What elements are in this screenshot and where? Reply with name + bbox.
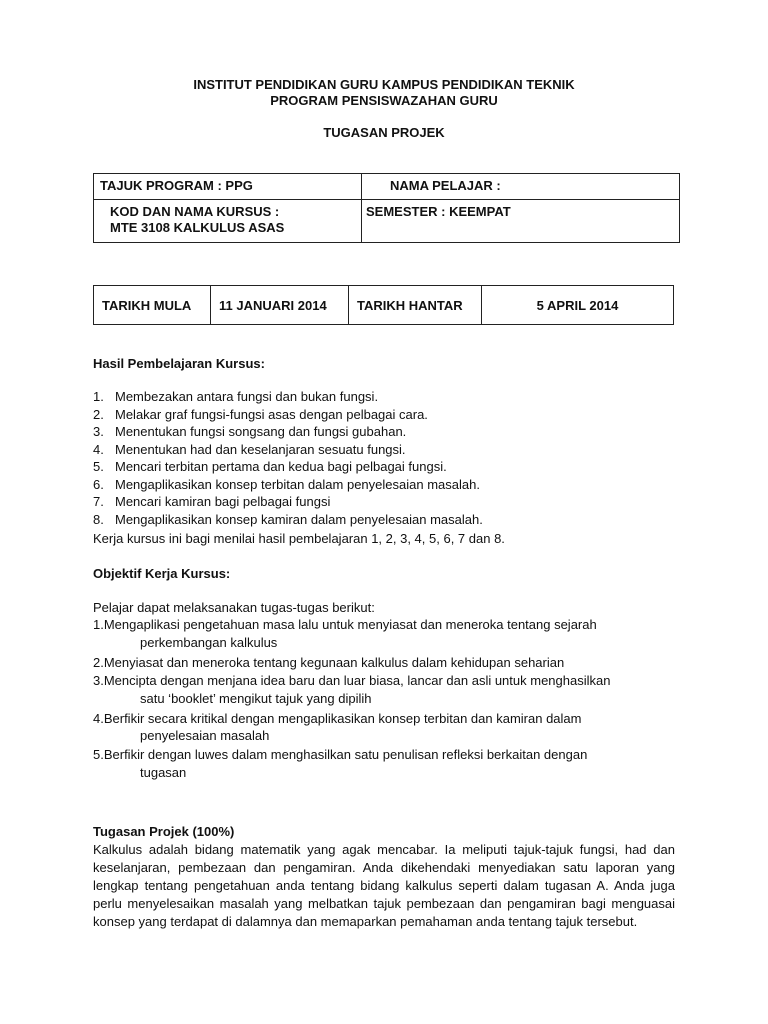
list-item: 2. Melakar graf fungsi-fungsi asas dengan pelbagai cara. xyxy=(93,406,428,422)
project-body: Kalkulus adalah bidang matematik yang agak mencabar. Ia meliputi tajuk-tajuk fungsi, had dan keselanjaran, pembezaan dan pengamiran. Anda dikehendaki menyediakan satu laporan yang lengkap tentang pengetahuan anda tentang bidang kalkulus seperti dalam tugasan A. Anda juga perlu menyelesaikan masalah yang melbatkan tajuk pembezaan dan pengamiran bagi menguasai konsep yang terdapat di dalamnya dan memaparkan pemahaman anda tentang tajuk tersebut. xyxy=(93,842,675,929)
outcomes-heading: Hasil Pembelajaran Kursus: xyxy=(93,356,265,371)
list-item: 3. Menentukan fungsi songsang dan fungsi gubahan. xyxy=(93,424,407,439)
objective-5-line: 5.Berfikir dengan luwes dalam menghasilkan satu penulisan refleksi berkaitan dengan xyxy=(93,747,588,762)
objective-3-line: 3.Mencipta dengan menjana idea baru dan luar biasa, lancar dan asli untuk menghasilkan xyxy=(93,673,611,688)
objective-1-cont: perkembangan kalkulus xyxy=(140,635,278,650)
student-name-cell: NAMA PELAJAR : xyxy=(362,174,680,200)
info-table xyxy=(93,173,680,243)
objective-1-line: 1.Mengaplikasi pengetahuan masa lalu untuk menyiasat dan meneroka tentang sejarah xyxy=(93,617,597,632)
date-table xyxy=(93,285,674,325)
start-date-value: 11 JANUARI 2014 xyxy=(211,286,349,325)
submit-date-label: TARIKH HANTAR xyxy=(349,286,482,325)
list-item: 6. Mengaplikasikan konsep terbitan dalam penyelesaian masalah. xyxy=(93,476,480,492)
objective-3-cont: satu ‘booklet’ mengikut tajuk yang dipilih xyxy=(140,691,372,706)
objective-2-line: 2.Menyiasat dan meneroka tentang kegunaan kalkulus dalam kehidupan seharian xyxy=(93,655,565,670)
objective-4-cont: penyelesaian masalah xyxy=(140,728,270,743)
course-cell xyxy=(94,200,362,243)
objective-5-cont: tugasan xyxy=(140,765,187,780)
project-heading: Tugasan Projek (100%) xyxy=(93,824,235,839)
objective-4-line: 4.Berfikir secara kritikal dengan mengaplikasikan konsep terbitan dan kamiran dalam xyxy=(93,711,582,726)
course-label: KOD DAN NAMA KURSUS : xyxy=(110,204,280,219)
institute-title: INSTITUT PENDIDIKAN GURU KAMPUS PENDIDIKAN TEKNIK xyxy=(193,77,575,92)
program-cell: TAJUK PROGRAM : PPG xyxy=(94,174,362,200)
submit-date-value: 5 APRIL 2014 xyxy=(482,286,674,325)
objectives-heading: Objektif Kerja Kursus: xyxy=(93,566,231,581)
outcomes-list xyxy=(93,388,483,528)
list-item: 7. Mencari kamiran bagi pelbagai fungsi xyxy=(93,494,331,509)
semester-cell: SEMESTER : KEEMPAT xyxy=(362,200,680,243)
list-item: 5. Mencari terbitan pertama dan kedua bagi pelbagai fungsi. xyxy=(93,459,447,474)
list-item: 4. Menentukan had dan keselanjaran sesuatu fungsi. xyxy=(93,441,406,457)
assignment-title: TUGASAN PROJEK xyxy=(323,125,445,140)
course-name: MTE 3108 KALKULUS ASAS xyxy=(110,220,285,235)
start-date-label: TARIKH MULA xyxy=(94,286,211,325)
program-title: PROGRAM PENSISWAZAHAN GURU xyxy=(270,93,498,108)
list-item: 1. Membezakan antara fungsi dan bukan fungsi. xyxy=(93,389,379,404)
objectives-intro: Pelajar dapat melaksanakan tugas-tugas berikut: xyxy=(93,600,375,615)
list-item: 8. Mengaplikasikan konsep kamiran dalam penyelesaian masalah. xyxy=(93,511,483,527)
outcomes-note: Kerja kursus ini bagi menilai hasil pembelajaran 1, 2, 3, 4, 5, 6, 7 dan 8. xyxy=(93,531,505,546)
